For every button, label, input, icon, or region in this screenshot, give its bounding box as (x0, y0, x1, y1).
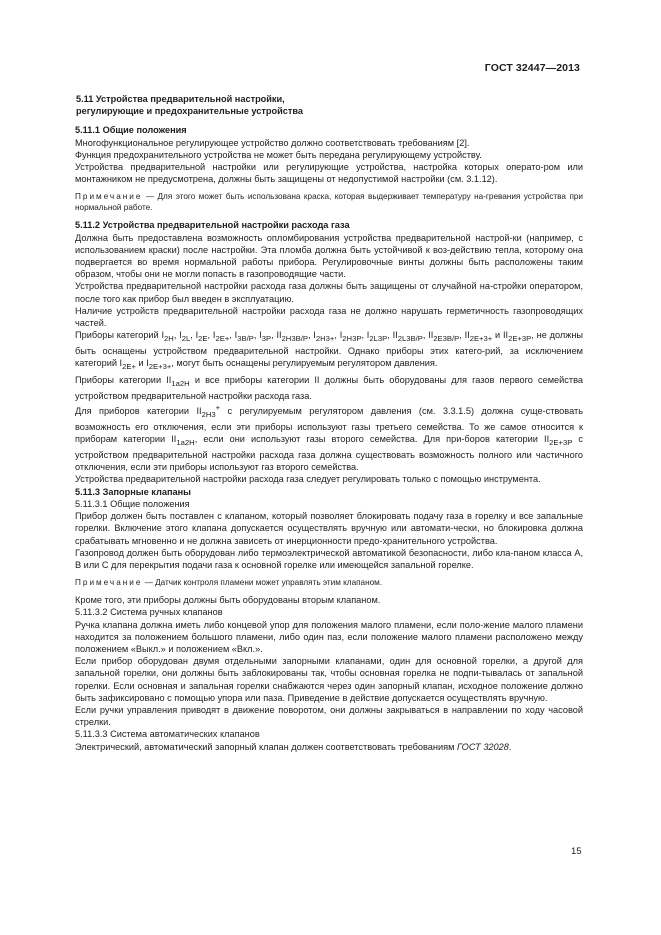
section-5-11-2-para5: Приборы категории $II_{1a2H}$ и все приборы категории II должны быть оборудованы для газов первого семейства устройством предварительной настройки расхода газа. (75, 374, 583, 401)
section-5-11-3-2-para3: Если ручки управления приводят в движение поворотом, они должны закрываться в направлении по ходу часовой стрелки. (75, 704, 583, 728)
section-5-11-3-1-title: 5.11.3.1 Общие положения (75, 498, 190, 509)
section-5-11-2-para2: Устройства предварительной настройки расхода газа должны быть защищены от случайной на-стройки оператором, после того как прибор был введен в эксплуатацию. (75, 281, 583, 304)
section-5-11-3-3-title: 5.11.3.3 Система автоматических клапанов (75, 729, 260, 740)
section-5-11-2-title: 5.11.2 Устройства предварительной настройки расхода газа (75, 220, 350, 231)
section-5-11-3-1-para1: Прибор должен быть поставлен с клапаном, который позволяет блокировать подачу газа в горелку и все запальные горелки. Включение этого клапана допускается осуществлять вручную или автомати-чески, но блокировка должна срабатывать мгновенно и не должна зависеть от инерционности предо-хранительного устройства. (75, 511, 583, 546)
category-subscript: 2H (164, 334, 174, 344)
category-subscript: 2E+3P (508, 334, 532, 344)
category-subscript: 2H3+ (315, 334, 335, 344)
section-5-11-3-3-para1: Электрический, автоматический запорный клапан должен соответствовать требованиям ГОСТ 32028. (75, 741, 512, 752)
category-subscript: 2E+ (215, 334, 230, 344)
category-subscript: 2E (198, 334, 208, 344)
section-5-11-1-para1: Многофункциональное регулирующее устройство должно соответствовать требованиям [2]. (75, 137, 470, 148)
category-subscript: 2L3P (369, 334, 388, 344)
section-5-11-3-2-para2: Если прибор оборудован двумя отдельными запорными клапанами, один для основной горелки, а другой для запальной горелки, они должны быть заблокированы так, чтобы основная горелка не подпи-тывалась от запальной горелки. Если основная и запальная горелки снабжаются через один запорный клапан, исходное положение должно быть зафиксировано с помощью упора или паза. Приведение в действие допускается осуществлять вручную. (75, 656, 583, 703)
category-subscript: 2L3B/P (397, 334, 423, 344)
note-2-text: — Датчик контроля пламени может управлять этим клапаном. (142, 578, 383, 588)
section-5-11-2-para3: Наличие устройств предварительной настройки расхода газа не должно нарушать герметичность газопроводящих частей. (75, 305, 583, 329)
category-subscript: 3B/P (237, 334, 254, 344)
note-1-label: Примечание (75, 192, 143, 202)
section-5-11-3-1-para2: Газопровод должен быть оборудован либо термоэлектрической автоматикой безопасности, либо кла-паном класса А, В или С для перекрытия подачи газа к основной горелке или имеющейся запальной горелке. (75, 547, 583, 570)
category-subscript: 2E+3+ (469, 334, 493, 344)
section-5-11-3-title: 5.11.3 Запорные клапаны (75, 486, 191, 497)
category-subscript: 3P (261, 334, 272, 344)
note-1-text: — Для этого может быть использована краска, которая выдерживает температуру на-гревания устройства при нормальной работе. (75, 192, 583, 213)
page-number: 15 (571, 846, 582, 857)
section-5-11-title-line2: регулирующие и предохранительные устройства (76, 106, 304, 117)
section-5-11-3-2-para1: Ручка клапана должна иметь либо концевой упор для положения малого пламени, если поло-жение малого пламени находится за положением большого пламени, либо один паз, если положение малого пламени расположено между положением «Выкл.» и положением «Вкл.». (75, 619, 583, 654)
doc-header-number: ГОСТ 32447—2013 (484, 62, 580, 74)
section-5-11-2-para1: Должна быть предоставлена возможность опломбирования устройства предварительной настрой-ки (например, с использованием краски) после настройки. Эта пломба должна быть устойчивой к воз-действию тепла, которому она подвергается во время нормальной работы прибора. Регулировочные винты должны быть расположены таким образом, чтобы они не могли попасть в газопроводящие части. (75, 232, 583, 280)
category-subscript: 2L (181, 334, 191, 344)
section-5-11-3-2-title: 5.11.3.2 Система ручных клапанов (75, 607, 223, 618)
note-1 (75, 191, 583, 213)
category-subscript-list: $_{2H}$, $I_{2L}$, $I_{2E}$, $I_{2E+}$, $I_{3B/P}$, $I_{3P}$, $II_{2H3B/P}$, $I_{2H3+}$, $I_{2H3P}$, $I_{2L3P}$, $II_{2L3B/P}$, $II_{2E3B/P}$, $II_{2E+3+}$ и $II_{2E+3P}$ (164, 330, 532, 344)
section-5-11-1-title: 5.11.1 Общие положения (75, 125, 187, 136)
section-5-11-2-para7: Устройства предварительной настройки расхода газа следует регулировать только с помощью инструмента. (75, 474, 541, 485)
category-subscript: 2H3B/P (281, 334, 308, 344)
section-5-11-1-para3: Устройства предварительной настройки или регулирующие устройства, настройка которых операто-ром или монтажником не предусмотрена, должны быть защищены от недопустимой настройки (см. 3.1.12). (75, 162, 583, 185)
section-5-11-2-para6: Для приборов категории $II_{2H3}^+$ с регулируемым регулятором давления (см. 3.3.1.5) должна суще-ствовать возможность его отключения, если эти приборы используют газы третьего семейства. То же самое относится к приборам категории $II_{1a2H}$, если они используют газы второго семейства. Для при-боров категории $II_{2E+3P}$ с устройством предварительной настройки расхода газа должна существовать возможность полного или частичного отключения, если эти приборы используют газ второго семейства. (75, 402, 583, 473)
note-2-label: Примечание (75, 578, 143, 588)
section-5-11-title-line1: 5.11 Устройства предварительной настройки, (76, 94, 285, 104)
note-2 (75, 577, 583, 588)
section-5-11-3-1-para3: Кроме того, эти приборы должны быть оборудованы вторым клапаном. (75, 595, 381, 606)
category-subscript: 2E3B/P (433, 334, 460, 344)
gost-reference: ГОСТ 32028 (456, 741, 509, 752)
page-content (75, 93, 583, 753)
section-5-11-2-para4: Приборы категорий $I_{2H}$, $I_{2L}$, $I_{2E}$, $I_{2E+}$, $I_{3B/P}$, $I_{3P}$, $II_{2H3B/P}$, $I_{2H3+}$, $I_{2H3P}$, $I_{2L3P}$, $II_{2L3B/P}$, $II_{2E3B/P}$, $II_{2E+3+}$ и $II_{2E+3P}$, не должны быть оснащены устройством предварительной настройки. Однако приборы этих катего-рий, за исключением категорий $I_{2E+}$ и $I_{2E+3+}$, могут быть оснащены регулируемым регулятором давления. (75, 330, 584, 372)
section-5-11-1-para2: Функция предохранительного устройства не может быть передана регулирующему устройству. (75, 149, 482, 160)
category-subscript: 2H3P (342, 334, 362, 344)
